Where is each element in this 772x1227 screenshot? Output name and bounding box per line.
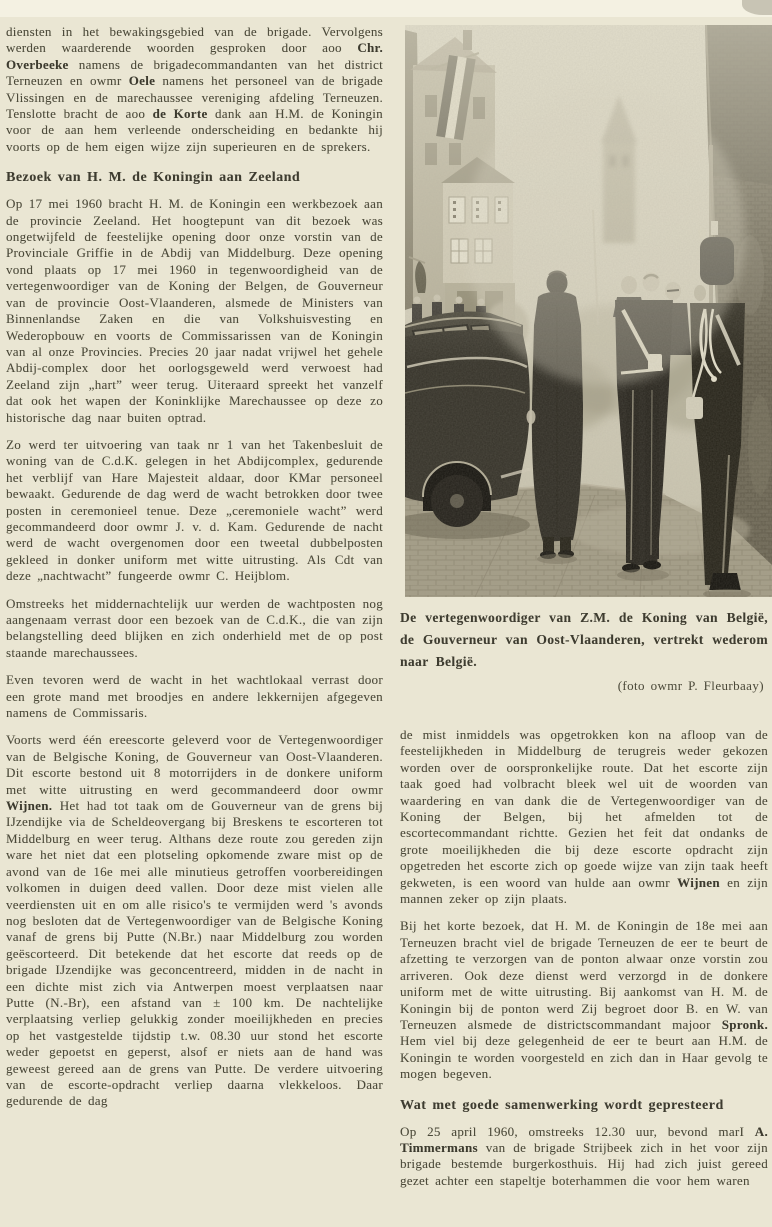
- text-run: van de brigade Strijbeek zich in het voor zijn brigade bestemde burgerkosthuis. Hij had zich juist gereed gezet achter een stapeltje boterhammen die voor hem waren: [400, 1139, 768, 1188]
- text-run: Het had tot taak om de Gouverneur van de grens bij IJzendijke via de Scheldeovergang bij Breskens te escorteren tot Middelburg en weer terug. Althans deze route zou gereden zijn ware het niet dat een plotseling opkomende zware mist op de avond van de 16e mei alle minutieus getroffen voorbereidingen volkomen in duigen deed vallen. Door deze mist vielen alle veerdiensten uit en om alle risico's te vermijden werd 's avonds nog besloten dat de Vertegenwoordiger van de Belgische Koning vanaf de grens bij Putte (N.Br.) naar Middelburg zou worden geëscorteerd. Dit betekende dat het escorte dat reeds op de brigade IJzendijke was geconcentreerd, midden in de nacht in een dichte mist zich via Antwerpen moest verplaatsen naar Putte (N.-Br), een afstand van ± 100 km. De nachtelijke verplaatsing verliep gelukkig zonder moeilijkheden en precies op het vastgestelde tijdstip t.w. 08.30 uur stond het escorte weder gepoetst en geperst, alsof er niets aan de hand was geweest gereed aan de grens van Putte. De verdere uitvoering van de escorte-opdracht verliep daarna vlekkeloos. Daar gedurende de dag: [6, 798, 383, 1109]
- paragraph: [400, 727, 768, 907]
- paragraph: [6, 732, 383, 1109]
- paragraph: Omstreeks het middernachtelijk uur werden de wachtposten nog aangenaam verrast door een bezoek van de C.d.K., die van zijn belangstelling deed blijken en zich onderhield met de op post staande marechaussees.: [6, 595, 383, 660]
- caption-text: De vertegenwoordiger van Z.M. de Koning van België, de Gouverneur van Oost-Vlaanderen, vertrekt wederom naar België.: [400, 610, 768, 669]
- section-heading-samenwerking: Wat met goede samenwerking wordt gepresteerd: [400, 1097, 724, 1113]
- text-run: en zijn mannen zeker op zijn plaats.: [400, 874, 768, 907]
- paragraph: Op 17 mei 1960 bracht H. M. de Koningin een werkbezoek aan de provincie Zeeland. Het hoogtepunt van dit bezoek was ongetwijfeld de feestelijke opening door onze vorstin van de Provinciale Griffie in de Abdij van Middelburg. Deze opening vond plaats op 17 mei 1960 in tegenwoordigheid van de vertegenwoordiger van de Koning der Belgen, de Gouverneur van de provincie Oost-Vlaanderen, alsmede de Ministers van Binnenlandse Zaken en die van Volkshuisvesting en Wederopbouw en voorts de Commissarissen van de Koningin van al onze Provincies. Precies 20 jaar nadat vrijwel het gehele Abdij-complex door het oorlogsgeweld werd verwoest had Zeeland zijn „hart” weer terug. Uiteraard spreekt het vanzelf dat ook het wapen der Koninklijke Marechaussee op deze zo historische dag naar buiten optrad.: [6, 196, 383, 425]
- text-run: Hem viel bij deze gelegenheid de eer te beurt aan H.M. de Koningin te worden voorgesteld en zich dan in Haar gevolg te mogen begeven.: [400, 1033, 768, 1082]
- paragraph: [400, 918, 768, 1082]
- paragraph: [6, 24, 383, 155]
- text-run: namens de brigadecommandanten van het district Terneuzen en owmr: [6, 56, 383, 89]
- paragraph: Zo werd ter uitvoering van taak nr 1 van het Takenbesluit de woning van de C.d.K. gelegen in het Abdijcomplex, gedurende het verblijf van Hare Majesteit aldaar, door KMar personeel bewaakt. Gedurende de dag werd de wacht betrokken door twee posten in ceremonieel tenue. Deze „ceremoniele wacht” werd gecommandeerd door owmr J. v. d. Kam. Gedurende de nacht werd de wacht overgenomen door een tweetal dubbelposten gekleed in donker uniform met witte uitrusting. Als Cdt van deze „nachtwacht” fungeerde owmr C. Heijblom.: [6, 436, 383, 584]
- text-run: namens het personeel van de brigade Vlissingen en de marechaussee vereniging afdeling Terneuzen. Tenslotte bracht de aoo: [6, 73, 383, 122]
- photo-credit: (foto owmr P. Fleurbaay): [617, 678, 764, 693]
- text-run: Bij het korte bezoek, dat H. M. de Koningin de 18e mei aan Terneuzen bracht viel de brigade Terneuzen de eer te beurt de afzetting te verzorgen van de ponton alwaar onze vorstin zou arriveren. Ook deze dienst werd verzorgd in de donkere uniform met de witte uitrusting. Bij aankomst van H. M. de Koningin bij de ponton werd Zij begroet door B. en W. van Terneuzen alsmede de districtscommandant majoor: [400, 918, 768, 1032]
- scan-edge: [0, 0, 772, 17]
- right-column: [400, 727, 768, 1227]
- paragraph: [400, 1124, 768, 1190]
- person-name: Wijnen: [677, 874, 720, 890]
- text-run: dank aan H.M. de Koningin voor de aan hem verleende onderscheiding en bedankte hij voorts op de hem eigen wijze zijn superieuren en de sprekers.: [6, 106, 383, 154]
- paragraph: Even tevoren werd de wacht in het wachtlokaal verrast door een grote mand met broodjes en andere lekkernijen afgegeven namens de Commissaris.: [6, 672, 383, 721]
- text-run: de mist inmiddels was opgetrokken kon na afloop van de feestelijkheden in Middelburg de terugreis weder gekozen worden over de oorspronkelijke route. Dat het escorte zijn taak goed had volbracht bleek wel uit de woorden van waardering en van dank die de Vertegenwoordiger van de Koning der Belgen, bij het afmelden tot de escortecommandant richtte. Gezien het feit dat ondanks de grote moeilijkheden die bij deze escorte opdracht zijn opgetreden het escorte zich op goede wijze van zijn taak heeft gekweten, is een woord van hulde aan owmr: [400, 727, 768, 890]
- person-name: Chr. Overbeeke: [6, 40, 383, 72]
- grain-overlay: [405, 25, 772, 597]
- street-photo: [405, 25, 772, 597]
- person-name: Spronk.: [721, 1016, 768, 1032]
- person-name: Oele: [128, 73, 156, 89]
- text-run: diensten in het bewakingsgebied van de brigade. Vervolgens werden waarderende woorden gesproken door aoo: [6, 24, 383, 56]
- person-name: Wijnen.: [6, 798, 53, 814]
- photo-caption: [400, 607, 768, 695]
- person-name: A. Timmermans: [400, 1123, 768, 1155]
- text-run: Op 25 april 1960, omstreeks 12.30 uur, bevond marI: [400, 1123, 755, 1139]
- photo-figure: [405, 25, 772, 597]
- left-column: [6, 24, 383, 1224]
- text-run: Voorts werd één ereescorte geleverd voor de Vertegenwoordiger van de Belgische Koning, de Gouverneur van Oost-Vlaanderen. Dit escorte bestond uit 8 motorrijders in de donkere uniform met witte uitrusting en werd gecommandeerd door owmr: [6, 732, 383, 797]
- person-name: de Korte: [152, 106, 208, 122]
- section-heading-bezoek: Bezoek van H. M. de Koningin aan Zeeland: [6, 170, 301, 186]
